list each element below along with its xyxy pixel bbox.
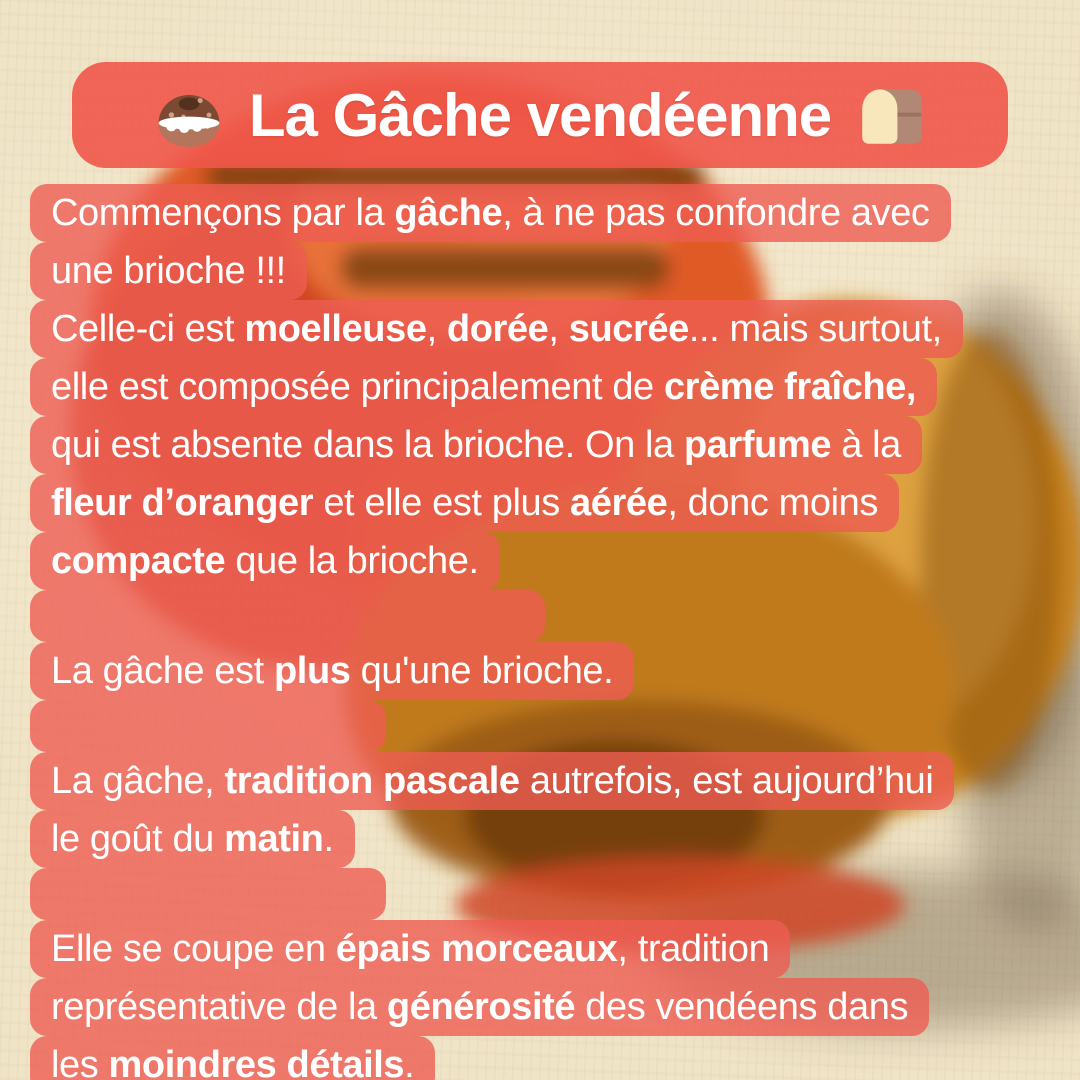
- line-spacer: [30, 700, 386, 752]
- text-line: le goût du matin.: [30, 810, 355, 868]
- text-line: représentative de la générosité des vendéens dans: [30, 978, 929, 1036]
- text-line: compacte que la brioche.: [30, 532, 500, 590]
- line-spacer: [30, 590, 545, 642]
- text-line: fleur d’oranger et elle est plus aérée, donc moins: [30, 474, 899, 532]
- donut-icon: [149, 75, 229, 155]
- text-line: La gâche, tradition pascale autrefois, est aujourd’hui: [30, 752, 954, 810]
- title-banner: [72, 62, 1008, 168]
- line-spacer: [30, 868, 386, 920]
- text-line: les moindres détails.: [30, 1036, 435, 1080]
- text-line: une brioche !!!: [30, 242, 307, 300]
- page-title: La Gâche vendéenne: [248, 81, 832, 149]
- text-line: qui est absente dans la brioche. On la parfume à la: [30, 416, 922, 474]
- text-line: Elle se coupe en épais morceaux, tradition: [30, 920, 790, 978]
- text-column: [30, 184, 963, 1080]
- text-line: Commençons par la gâche, à ne pas confondre avec: [30, 184, 951, 242]
- text-line: Celle-ci est moelleuse, dorée, sucrée... mais surtout,: [30, 300, 963, 358]
- text-line: elle est composée principalement de crème fraîche,: [30, 358, 937, 416]
- text-line: La gâche est plus qu'une brioche.: [30, 642, 634, 700]
- bread-icon: [851, 75, 931, 155]
